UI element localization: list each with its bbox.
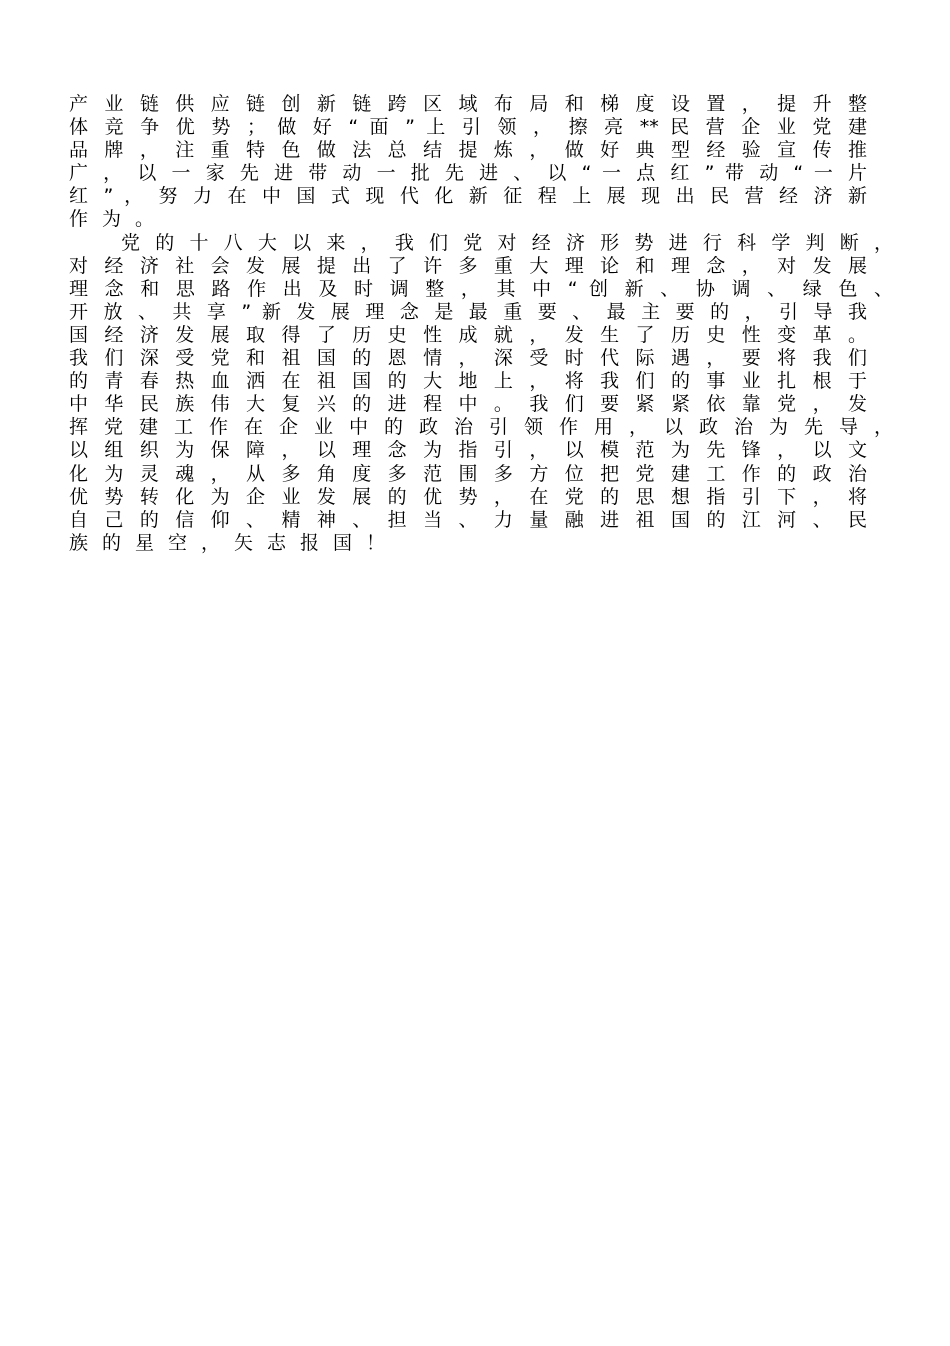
text-line: 优 势 转 化 为 企 业 发 展 的 优 势 ， 在 党 的 思 想 指 引 下 ， 将 [69, 485, 867, 508]
text-line: 化 为 灵 魂 ， 从 多 角 度 多 范 围 多 方 位 把 党 建 工 作 的 政 治 [69, 462, 867, 485]
text-line: 挥 党 建 工 作 在 企 业 中 的 政 治 引 领 作 用 ， 以 政 治 为 先 导 ， [69, 416, 893, 439]
text-line: 广 ， 以 一 家 先 进 带 动 一 批 先 进 、 以 “ 一 点 红 ” 带 动 “ 一 片 [69, 162, 867, 185]
text-line: 族的星空，矢志报国！ [69, 531, 400, 554]
text-line: 党 的 十 八 大 以 来 ， 我 们 党 对 经 济 形 势 进 行 科 学 判 断 ， [121, 231, 893, 254]
text-line: 自 己 的 信 仰 、 精 神 、 担 当 、 力 量 融 进 祖 国 的 江 河 、 民 [69, 508, 867, 531]
body-text [69, 93, 893, 555]
paragraph-1 [69, 93, 867, 232]
text-line: 国 经 济 发 展 取 得 了 历 史 性 成 就 ， 发 生 了 历 史 性 变 革 。 [69, 323, 867, 346]
paragraph-2 [69, 231, 893, 555]
text-line: 品 牌 ， 注 重 特 色 做 法 总 结 提 炼 ， 做 好 典 型 经 验 宣 传 推 [69, 139, 867, 162]
text-line: 对 经 济 社 会 发 展 提 出 了 许 多 重 大 理 论 和 理 念 ， 对 发 展 [69, 254, 867, 277]
text-line: 作为。 [69, 208, 169, 231]
text-line: 中 华 民 族 伟 大 复 兴 的 进 程 中 。 我 们 要 紧 紧 依 靠 党 ， 发 [69, 393, 867, 416]
text-line: 产 业 链 供 应 链 创 新 链 跨 区 域 布 局 和 梯 度 设 置 ， 提 升 整 [69, 93, 867, 115]
text-line: 我 们 深 受 党 和 祖 国 的 恩 情 ， 深 受 时 代 际 遇 ， 要 将 我 们 [69, 347, 867, 370]
text-line: 开 放 、 共 享 ” 新 发 展 理 念 是 最 重 要 、 最 主 要 的 ， 引 导 我 [69, 300, 867, 323]
text-line: 红 ” ， 努 力 在 中 国 式 现 代 化 新 征 程 上 展 现 出 民 营 经 济 新 [69, 185, 867, 208]
text-line: 理 念 和 思 路 作 出 及 时 调 整 ， 其 中 “ 创 新 、 协 调 、 绿 色 、 [69, 277, 893, 300]
text-line: 以 组 织 为 保 障 ， 以 理 念 为 指 引 ， 以 模 范 为 先 锋 ， 以 文 [69, 439, 867, 462]
text-line: 体 竞 争 优 势 ； 做 好 “ 面 ” 上 引 领 ， 擦 亮 ** 民 营 企 业 党 建 [69, 116, 867, 139]
text-line: 的 青 春 热 血 洒 在 祖 国 的 大 地 上 ， 将 我 们 的 事 业 扎 根 于 [69, 370, 867, 393]
